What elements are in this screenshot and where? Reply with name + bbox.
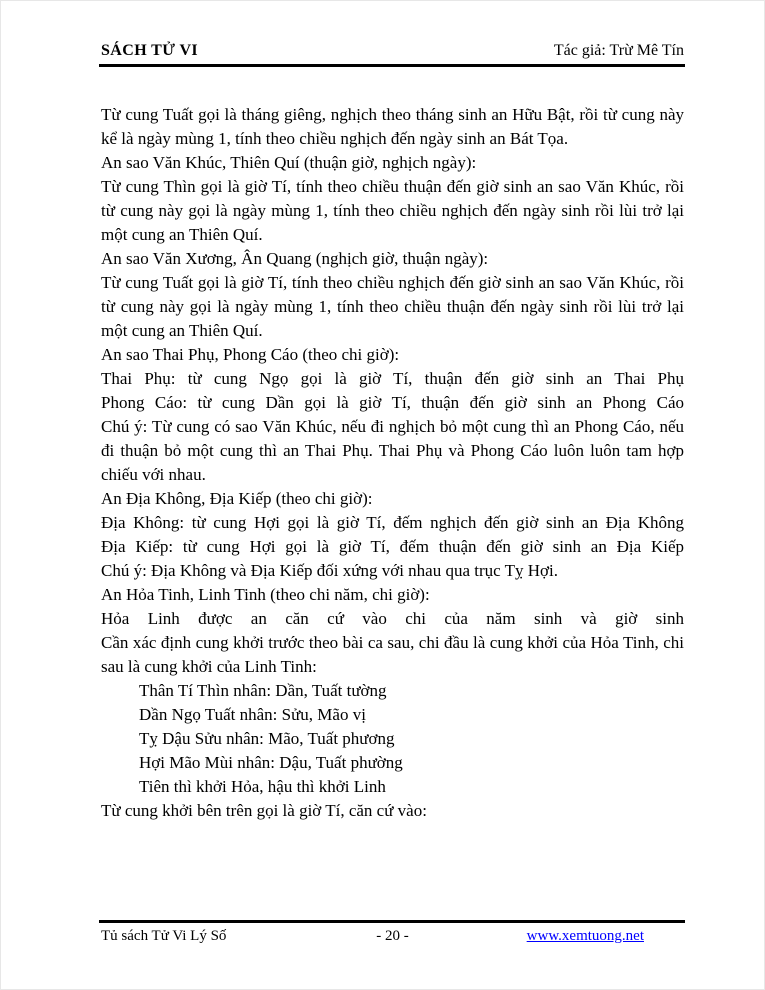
paragraph-huu-bat: Từ cung Tuất gọi là tháng giêng, nghịch theo tháng sinh an Hữu Bật, rồi từ cung này kể là ngày mùng 1, tính theo chiều nghịch đến ngày sinh an Bát Tọa. [101, 105, 684, 148]
page-number: - 20 - [376, 928, 409, 944]
verse-line: Tỵ Dậu Sửu nhân: Mão, Tuất phương [139, 729, 395, 748]
verse-line: Tiên thì khởi Hỏa, hậu thì khởi Linh [139, 777, 386, 796]
paragraph-cung-khoi: Cần xác định cung khởi trước theo bài ca sau, chi đầu là cung khởi của Hỏa Tinh, chi sau là cung khởi của Linh Tinh: [101, 633, 684, 676]
heading-hoa-linh: An Hỏa Tinh, Linh Tinh (theo chi năm, chi giờ): [101, 585, 430, 604]
page-header [101, 41, 684, 61]
line-hoa-linh: Hỏa Linh được an căn cứ vào chi của năm sinh và giờ sinh [101, 609, 684, 628]
book-title: SÁCH TỬ VI [101, 42, 199, 59]
heading-van-xuong: An sao Văn Xương, Ân Quang (nghịch giờ, thuận ngày): [101, 249, 489, 268]
page-body [101, 103, 684, 823]
page-footer [101, 927, 684, 946]
line-closing: Từ cung khởi bên trên gọi là giờ Tí, căn cứ vào: [101, 801, 427, 820]
verse-line: Thân Tí Thìn nhân: Dần, Tuất tường [139, 681, 387, 700]
series-title: Tủ sách Tử Vi Lý Số [101, 928, 227, 944]
verse-line: Dần Ngọ Tuất nhân: Sửu, Mão vị [139, 705, 366, 724]
line-chu-y-dia-khong: Chú ý: Địa Không và Địa Kiếp đối xứng với nhau qua trục Tỵ Hợi. [101, 561, 559, 580]
paragraph-chu-y-thai-phu: Chú ý: Từ cung có sao Văn Khúc, nếu đi nghịch bỏ một cung thì an Phong Cáo, nếu đi thuận bỏ một cung thì an Thai Phụ. Thai Phụ và Phong Cáo luôn luôn tam hợp chiếu với nhau. [101, 417, 684, 484]
heading-dia-khong: An Địa Không, Địa Kiếp (theo chi giờ): [101, 489, 373, 508]
paragraph-van-khuc: Từ cung Thìn gọi là giờ Tí, tính theo chiều thuận đến giờ sinh an sao Văn Khúc, rồi từ cung này gọi là ngày mùng 1, tính theo chiều nghịch đến ngày sinh rồi lùi trở lại một cung an Thiên Quí. [101, 177, 684, 244]
line-phong-cao: Phong Cáo: từ cung Dần gọi là giờ Tí, thuận đến giờ sinh an Phong Cáo [101, 393, 684, 412]
header-rule [99, 64, 685, 67]
heading-van-khuc: An sao Văn Khúc, Thiên Quí (thuận giờ, nghịch ngày): [101, 153, 477, 172]
paragraph-van-xuong: Từ cung Tuất gọi là giờ Tí, tính theo chiều nghịch đến giờ sinh an sao Văn Khúc, rồi từ cung này gọi là ngày mùng 1, tính theo chiều thuận đến ngày sinh rồi lùi trở lại một cung an Thiên Quí. [101, 273, 684, 340]
line-dia-khong: Địa Không: từ cung Hợi gọi là giờ Tí, đếm nghịch đến giờ sinh an Địa Không [101, 513, 684, 532]
line-thai-phu: Thai Phụ: từ cung Ngọ gọi là giờ Tí, thuận đến giờ sinh an Thai Phụ [101, 369, 684, 388]
verse-line: Hợi Mão Mùi nhân: Dậu, Tuất phường [139, 753, 403, 772]
website-link[interactable]: www.xemtuong.net [526, 928, 644, 944]
footer-rule [99, 920, 685, 923]
verse-block [101, 679, 684, 799]
heading-thai-phu: An sao Thai Phụ, Phong Cáo (theo chi giờ): [101, 345, 400, 364]
line-dia-kiep: Địa Kiếp: từ cung Hợi gọi là giờ Tí, đếm thuận đến giờ sinh an Địa Kiếp [101, 537, 684, 556]
author-credit: Tác giả: Trừ Mê Tín [553, 42, 684, 59]
